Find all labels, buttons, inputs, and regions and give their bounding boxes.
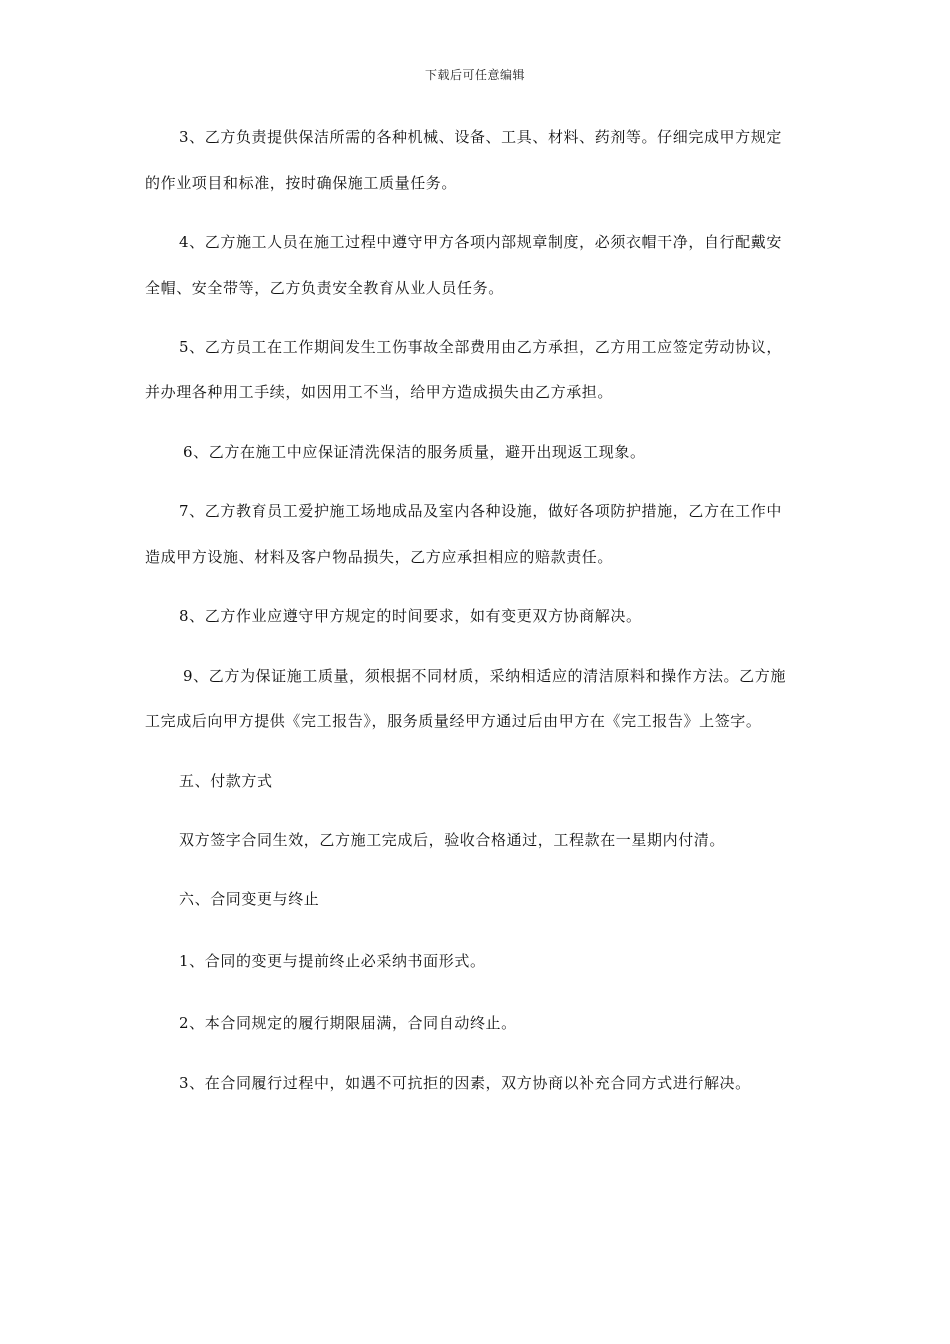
section-6-heading: 六、合同变更与终止 <box>179 890 320 908</box>
page-header: 下载后可任意编辑 <box>424 68 525 82</box>
paragraph-5-line-2: 并办理各种用工手续，如因用工不当，给甲方造成损失由乙方承担。 <box>145 383 614 401</box>
paragraph-9-line-1: 9、乙方为保证施工质量，须根据不同材质，采纳相适应的清洁原料和操作方法。乙方施 <box>183 667 786 685</box>
paragraph-7-line-2: 造成甲方设施、材料及客户物品损失，乙方应承担相应的赔款责任。 <box>145 548 614 566</box>
paragraph-7-line-1: 7、乙方教育员工爱护施工场地成品及室内各种设施，做好各项防护措施，乙方在工作中 <box>179 502 782 520</box>
paragraph-4-line-1: 4、乙方施工人员在施工过程中遵守甲方各项内部规章制度，必须衣帽干净，自行配戴安 <box>179 233 782 251</box>
paragraph-3-line-1: 3、乙方负责提供保洁所需的各种机械、设备、工具、材料、药剂等。仔细完成甲方规定 <box>179 128 782 146</box>
paragraph-6-line-1: 6、乙方在施工中应保证清洗保洁的服务质量，避开出现返工现象。 <box>183 443 646 461</box>
paragraph-8-line-1: 8、乙方作业应遵守甲方规定的时间要求，如有变更双方协商解决。 <box>179 607 642 625</box>
payment-paragraph: 双方签字合同生效，乙方施工完成后，验收合格通过，工程款在一星期内付清。 <box>179 831 726 849</box>
termination-item-2: 2、本合同规定的履行期限届满，合同自动终止。 <box>179 1014 517 1032</box>
section-5-heading: 五、付款方式 <box>179 772 273 790</box>
termination-item-3: 3、在合同履行过程中，如遇不可抗拒的因素，双方协商以补充合同方式进行解决。 <box>179 1074 751 1092</box>
paragraph-4-line-2: 全帽、安全带等，乙方负责安全教育从业人员任务。 <box>145 279 504 297</box>
paragraph-9-line-2: 工完成后向甲方提供《完工报告》，服务质量经甲方通过后由甲方在《完工报告》上签字。 <box>145 712 762 730</box>
paragraph-3-line-2: 的作业项目和标准，按时确保施工质量任务。 <box>145 174 458 192</box>
paragraph-5-line-1: 5、乙方员工在工作期间发生工伤事故全部费用由乙方承担，乙方用工应签定劳动协议， <box>179 338 782 356</box>
termination-item-1: 1、合同的变更与提前终止必采纳书面形式。 <box>179 952 486 970</box>
